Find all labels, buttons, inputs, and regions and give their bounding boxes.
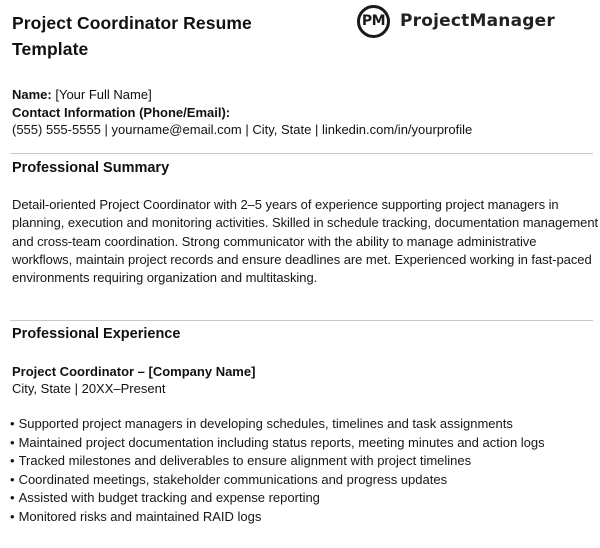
list-item: • Tracked milestones and deliverables to ensure alignment with project timelines bbox=[10, 452, 600, 471]
list-item: • Coordinated meetings, stakeholder communications and progress updates bbox=[10, 471, 600, 490]
job-bullet-list bbox=[10, 415, 600, 527]
name-line bbox=[12, 86, 472, 104]
page-title: Project Coordinator Resume Template bbox=[12, 13, 252, 59]
list-item: • Supported project managers in developing schedules, timelines and task assignments bbox=[10, 415, 600, 434]
list-item: • Monitored risks and maintained RAID logs bbox=[10, 508, 600, 527]
job-location-dates: City, State | 20XX–Present bbox=[12, 381, 166, 396]
name-label: Name: bbox=[12, 87, 52, 102]
section-divider bbox=[10, 320, 593, 321]
pm-logo-icon: PM bbox=[357, 5, 390, 38]
summary-heading: Professional Summary bbox=[12, 160, 170, 176]
job-title: Project Coordinator – [Company Name] bbox=[12, 364, 256, 379]
contact-info-label: Contact Information (Phone/Email): bbox=[12, 104, 231, 120]
projectmanager-logo bbox=[357, 5, 555, 37]
list-item: • Maintained project documentation including status reports, meeting minutes and action logs bbox=[10, 434, 600, 453]
experience-heading: Professional Experience bbox=[12, 326, 181, 342]
list-item: • Assisted with budget tracking and expense reporting bbox=[10, 489, 600, 508]
section-divider bbox=[10, 153, 593, 154]
name-value: [Your Full Name] bbox=[51, 87, 152, 102]
contact-info-value: (555) 555-5555 | yourname@email.com | City, State | linkedin.com/in/yourprofile bbox=[12, 122, 473, 137]
logo-wordmark: ProjectManager bbox=[400, 11, 555, 31]
contact-block bbox=[12, 86, 472, 139]
summary-text: Detail-oriented Project Coordinator with 2–5 years of experience supporting project managers in planning, execution and monitoring activities. Skilled in schedule tracking, documentation management and cross-team coordination. Strong communicator with the ability to manage administrative workflows, maintain project records and ensure deadlines are met. Experienced working in fast-paced environments requiring organization and multitasking. bbox=[12, 197, 599, 286]
